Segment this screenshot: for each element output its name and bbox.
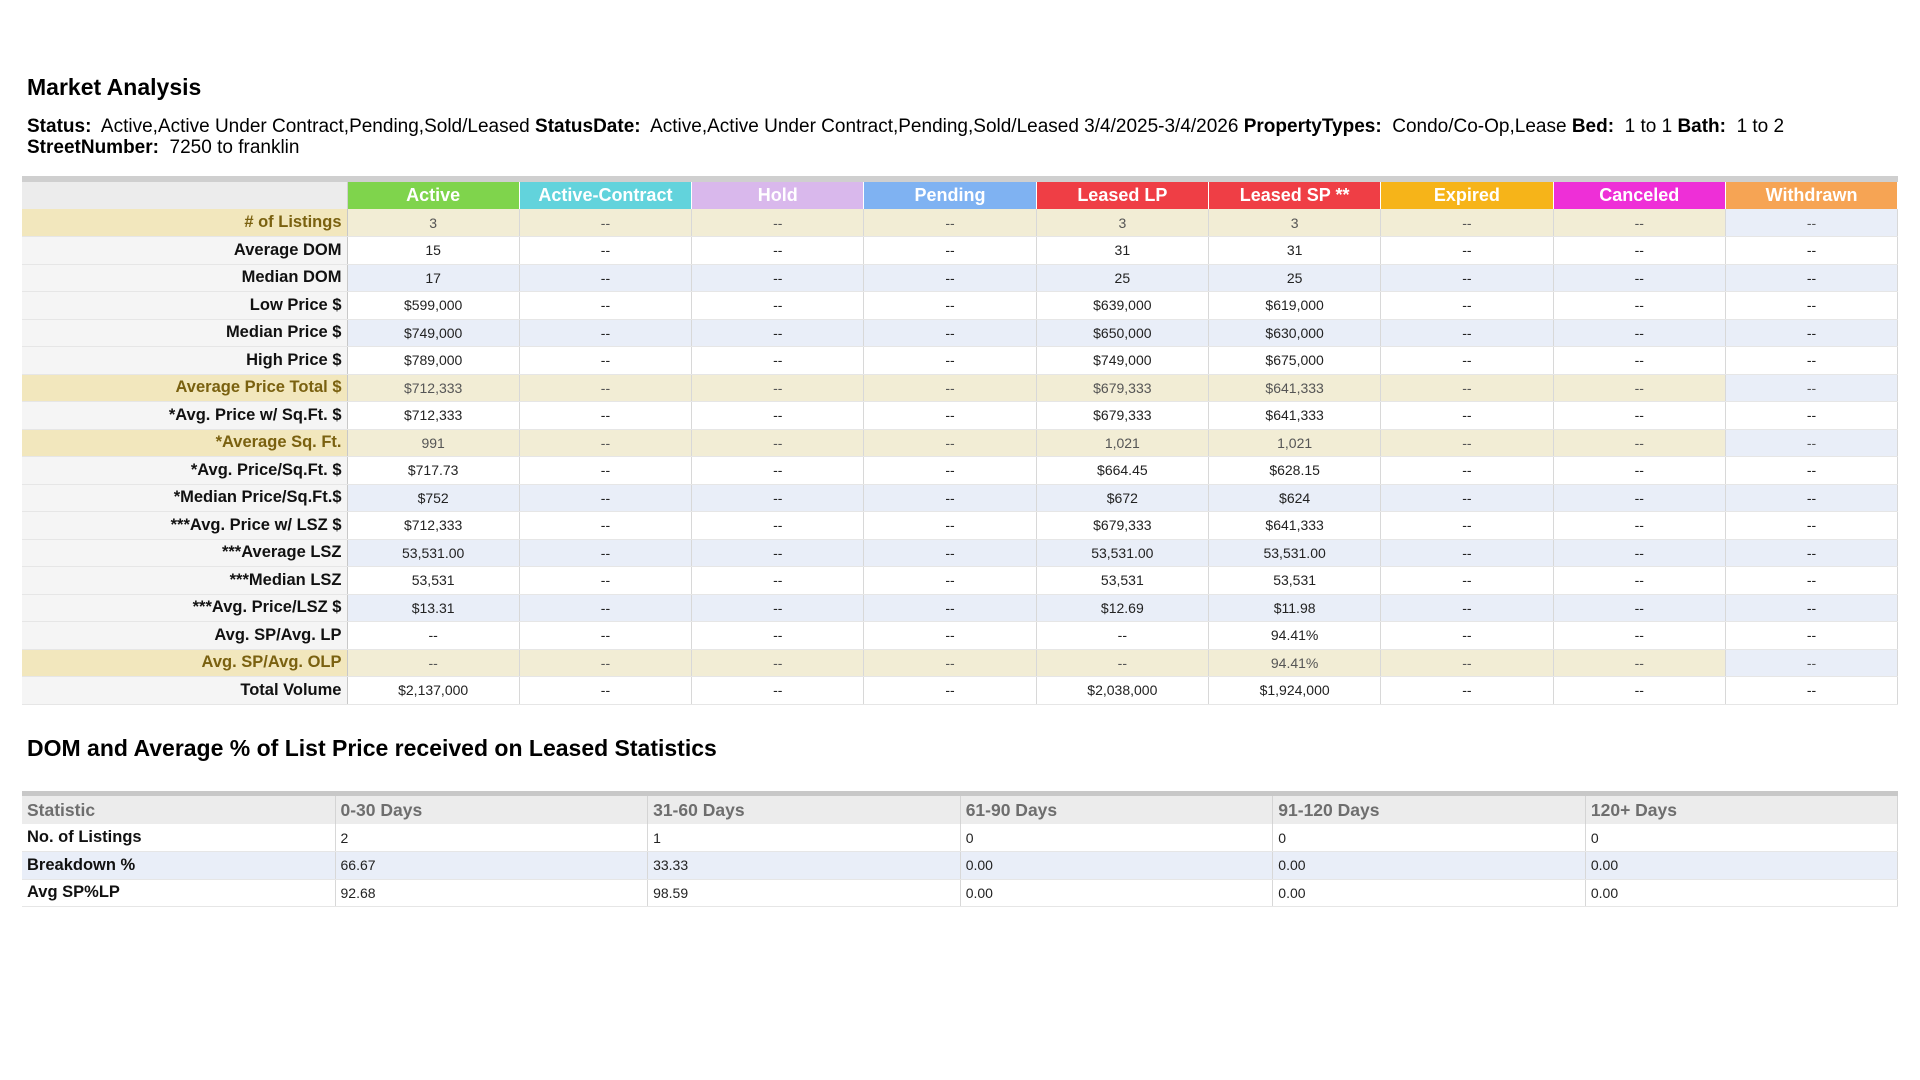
column-header-leased-sp: Leased SP ** [1208, 182, 1380, 209]
dom-row-label: Avg SP%LP [22, 879, 335, 907]
criteria-streetnumber-key: StreetNumber: [27, 137, 159, 158]
table-cell: -- [692, 484, 864, 512]
table-cell: -- [519, 237, 691, 265]
table-cell: -- [1381, 622, 1553, 650]
row-label: # of Listings [22, 209, 347, 237]
dom-table-row [22, 824, 1898, 852]
market-table-header-row [22, 182, 1898, 209]
row-label: Median Price $ [22, 319, 347, 347]
table-cell: $1,924,000 [1208, 677, 1380, 705]
table-cell: -- [1553, 594, 1725, 622]
row-label: ***Avg. Price w/ LSZ $ [22, 512, 347, 540]
table-cell: 53,531 [347, 567, 519, 595]
market-analysis-table [22, 182, 1898, 705]
row-label: Total Volume [22, 677, 347, 705]
table-cell: 17 [347, 264, 519, 292]
table-cell: 53,531.00 [1036, 539, 1208, 567]
table-cell: -- [1381, 319, 1553, 347]
table-cell: 991 [347, 429, 519, 457]
column-header-pending: Pending [864, 182, 1036, 209]
table-cell: 25 [1036, 264, 1208, 292]
table-cell: -- [519, 567, 691, 595]
table-cell: -- [1725, 457, 1897, 485]
table-cell: -- [1381, 539, 1553, 567]
dom-column-header-61-90-days: 61-90 Days [960, 796, 1273, 824]
table-cell: -- [1725, 622, 1897, 650]
table-cell: $639,000 [1036, 292, 1208, 320]
table-cell: -- [1553, 264, 1725, 292]
table-cell: -- [1725, 539, 1897, 567]
dom-table-cell: 2 [335, 824, 648, 852]
table-cell: -- [1725, 429, 1897, 457]
row-label: Avg. SP/Avg. OLP [22, 649, 347, 677]
table-cell: -- [519, 622, 691, 650]
table-cell: $624 [1208, 484, 1380, 512]
table-cell: $789,000 [347, 347, 519, 375]
table-cell: $752 [347, 484, 519, 512]
table-cell: 25 [1208, 264, 1380, 292]
table-cell: -- [864, 402, 1036, 430]
table-cell: -- [519, 677, 691, 705]
column-header-canceled: Canceled [1553, 182, 1725, 209]
table-row [22, 347, 1898, 375]
table-cell: -- [1553, 622, 1725, 650]
criteria-statusdate-key: StatusDate: [535, 116, 641, 137]
table-cell: 15 [347, 237, 519, 265]
table-cell: -- [1381, 237, 1553, 265]
table-cell: -- [692, 292, 864, 320]
table-cell: $712,333 [347, 512, 519, 540]
table-cell: -- [519, 374, 691, 402]
table-cell: 3 [347, 209, 519, 237]
table-cell: 1,021 [1208, 429, 1380, 457]
table-row [22, 237, 1898, 265]
table-cell: -- [864, 292, 1036, 320]
table-cell: -- [1725, 567, 1897, 595]
table-cell: -- [1381, 429, 1553, 457]
dom-column-header-0-30-days: 0-30 Days [335, 796, 648, 824]
table-row [22, 209, 1898, 237]
dom-table-cell: 0 [1273, 824, 1586, 852]
table-cell: -- [1553, 347, 1725, 375]
dom-table-cell: 92.68 [335, 879, 648, 907]
dom-table-wrap [22, 791, 1898, 907]
table-cell: -- [1381, 512, 1553, 540]
table-row [22, 457, 1898, 485]
table-row [22, 539, 1898, 567]
row-label: ***Avg. Price/LSZ $ [22, 594, 347, 622]
table-cell: -- [1381, 402, 1553, 430]
row-label: *Avg. Price w/ Sq.Ft. $ [22, 402, 347, 430]
dom-statistics-table [22, 796, 1898, 907]
table-cell: -- [1725, 512, 1897, 540]
table-cell: -- [692, 209, 864, 237]
table-cell: -- [692, 347, 864, 375]
table-cell: 94.41% [1208, 649, 1380, 677]
criteria-status-value: Active,Active Under Contract,Pending,Sold/Leased [100, 116, 530, 137]
table-cell: -- [1553, 677, 1725, 705]
table-cell: -- [347, 622, 519, 650]
table-cell: -- [1553, 512, 1725, 540]
criteria-streetnumber-value: 7250 to franklin [169, 137, 300, 158]
dom-column-header-31-60-days: 31-60 Days [648, 796, 961, 824]
table-cell: $672 [1036, 484, 1208, 512]
table-cell: -- [1725, 347, 1897, 375]
table-cell: -- [1725, 402, 1897, 430]
table-row [22, 402, 1898, 430]
dom-table-cell: 0.00 [960, 879, 1273, 907]
table-row [22, 319, 1898, 347]
table-cell: -- [692, 622, 864, 650]
table-cell: -- [519, 347, 691, 375]
dom-row-label: Breakdown % [22, 852, 335, 880]
table-cell: $679,333 [1036, 374, 1208, 402]
table-cell: -- [1725, 319, 1897, 347]
table-cell: -- [692, 539, 864, 567]
table-cell: -- [1381, 457, 1553, 485]
table-cell: -- [519, 594, 691, 622]
table-cell: -- [1553, 649, 1725, 677]
column-header-leased-lp: Leased LP [1036, 182, 1208, 209]
table-row [22, 622, 1898, 650]
search-criteria [27, 116, 1895, 158]
table-cell: $650,000 [1036, 319, 1208, 347]
table-cell: -- [864, 622, 1036, 650]
table-cell: 3 [1036, 209, 1208, 237]
table-cell: -- [864, 347, 1036, 375]
table-cell: $641,333 [1208, 374, 1380, 402]
table-cell: -- [864, 319, 1036, 347]
table-cell: $2,038,000 [1036, 677, 1208, 705]
table-cell: -- [1036, 649, 1208, 677]
row-label: High Price $ [22, 347, 347, 375]
table-row [22, 292, 1898, 320]
table-cell: -- [1553, 457, 1725, 485]
table-row [22, 567, 1898, 595]
table-cell: -- [1725, 594, 1897, 622]
row-label: *Avg. Price/Sq.Ft. $ [22, 457, 347, 485]
table-cell: -- [1553, 209, 1725, 237]
criteria-propertytypes-key: PropertyTypes: [1243, 116, 1382, 137]
table-cell: -- [1381, 649, 1553, 677]
table-cell: -- [1725, 677, 1897, 705]
dom-column-header-120-days: 120+ Days [1585, 796, 1898, 824]
criteria-bath-value: 1 to 2 [1736, 116, 1785, 137]
table-cell: -- [864, 594, 1036, 622]
table-cell: $641,333 [1208, 512, 1380, 540]
table-cell: -- [1553, 539, 1725, 567]
table-cell: -- [1381, 292, 1553, 320]
table-cell: -- [1381, 264, 1553, 292]
table-cell: 1,021 [1036, 429, 1208, 457]
column-header-hold: Hold [692, 182, 864, 209]
table-cell: $712,333 [347, 402, 519, 430]
table-row [22, 264, 1898, 292]
table-cell: -- [1725, 292, 1897, 320]
table-cell: $679,333 [1036, 402, 1208, 430]
table-cell: -- [864, 209, 1036, 237]
table-cell: -- [1553, 237, 1725, 265]
table-cell: $2,137,000 [347, 677, 519, 705]
table-cell: -- [519, 429, 691, 457]
table-row [22, 649, 1898, 677]
table-cell: -- [1725, 649, 1897, 677]
table-cell: -- [1381, 677, 1553, 705]
criteria-statusdate-value: Active,Active Under Contract,Pending,Sold/Leased 3/4/2025-3/4/2026 [650, 116, 1239, 137]
table-cell: -- [519, 457, 691, 485]
table-cell: -- [519, 649, 691, 677]
table-cell: $675,000 [1208, 347, 1380, 375]
table-cell: 3 [1208, 209, 1380, 237]
table-cell: -- [1553, 374, 1725, 402]
row-label: *Median Price/Sq.Ft.$ [22, 484, 347, 512]
table-cell: -- [692, 264, 864, 292]
header-corner-cell [22, 182, 347, 209]
criteria-propertytypes-value: Condo/Co-Op,Lease [1392, 116, 1567, 137]
row-label: ***Average LSZ [22, 539, 347, 567]
dom-table-row [22, 852, 1898, 880]
table-cell: -- [1381, 594, 1553, 622]
table-cell: -- [864, 264, 1036, 292]
column-header-expired: Expired [1381, 182, 1553, 209]
criteria-status-key: Status: [27, 116, 92, 137]
table-cell: -- [1725, 484, 1897, 512]
table-cell: -- [519, 264, 691, 292]
table-cell: 53,531.00 [1208, 539, 1380, 567]
table-cell: -- [1725, 209, 1897, 237]
row-label: Median DOM [22, 264, 347, 292]
table-cell: -- [692, 649, 864, 677]
table-cell: $11.98 [1208, 594, 1380, 622]
table-cell: 53,531 [1036, 567, 1208, 595]
dom-table-header-row [22, 796, 1898, 824]
table-cell: -- [864, 539, 1036, 567]
table-cell: -- [1381, 567, 1553, 595]
dom-table-cell: 0.00 [1585, 879, 1898, 907]
table-cell: -- [692, 567, 864, 595]
table-cell: -- [519, 512, 691, 540]
table-cell: -- [1725, 264, 1897, 292]
table-cell: -- [347, 649, 519, 677]
dom-table-cell: 0.00 [1585, 852, 1898, 880]
table-cell: -- [1381, 347, 1553, 375]
table-row [22, 677, 1898, 705]
table-cell: -- [1381, 374, 1553, 402]
table-cell: -- [1553, 292, 1725, 320]
table-cell: $664.45 [1036, 457, 1208, 485]
table-row [22, 484, 1898, 512]
table-cell: 53,531 [1208, 567, 1380, 595]
table-cell: -- [519, 539, 691, 567]
column-header-active-contract: Active-Contract [519, 182, 691, 209]
table-cell: $13.31 [347, 594, 519, 622]
table-cell: -- [692, 677, 864, 705]
row-label: Average DOM [22, 237, 347, 265]
table-cell: -- [864, 484, 1036, 512]
table-cell: 31 [1208, 237, 1380, 265]
table-cell: -- [692, 429, 864, 457]
table-row [22, 429, 1898, 457]
table-row [22, 512, 1898, 540]
table-row [22, 594, 1898, 622]
table-cell: -- [864, 677, 1036, 705]
dom-section-title: DOM and Average % of List Price received on Leased Statistics [27, 735, 717, 761]
table-cell: -- [692, 319, 864, 347]
row-label: ***Median LSZ [22, 567, 347, 595]
table-cell: -- [692, 457, 864, 485]
dom-table-row [22, 879, 1898, 907]
table-cell: -- [864, 649, 1036, 677]
row-label: *Average Sq. Ft. [22, 429, 347, 457]
table-cell: -- [519, 484, 691, 512]
table-cell: 94.41% [1208, 622, 1380, 650]
table-cell: -- [864, 429, 1036, 457]
table-cell: $679,333 [1036, 512, 1208, 540]
table-cell: -- [519, 209, 691, 237]
table-cell: -- [692, 512, 864, 540]
table-cell: -- [692, 237, 864, 265]
dom-table-cell: 0 [1585, 824, 1898, 852]
row-label: Average Price Total $ [22, 374, 347, 402]
dom-table-cell: 0 [960, 824, 1273, 852]
row-label: Avg. SP/Avg. LP [22, 622, 347, 650]
table-cell: 31 [1036, 237, 1208, 265]
page-title: Market Analysis [27, 74, 202, 100]
table-cell: -- [864, 457, 1036, 485]
table-cell: -- [1725, 374, 1897, 402]
table-cell: 53,531.00 [347, 539, 519, 567]
table-cell: -- [1553, 319, 1725, 347]
table-cell: -- [1381, 484, 1553, 512]
table-cell: $717.73 [347, 457, 519, 485]
table-cell: $630,000 [1208, 319, 1380, 347]
table-cell: -- [692, 594, 864, 622]
dom-row-label: No. of Listings [22, 824, 335, 852]
table-cell: -- [519, 292, 691, 320]
table-cell: -- [692, 402, 864, 430]
market-analysis-table-wrap [22, 176, 1898, 705]
table-cell: -- [864, 237, 1036, 265]
criteria-bath-key: Bath: [1677, 116, 1726, 137]
criteria-bed-value: 1 to 1 [1624, 116, 1673, 137]
table-cell: -- [1381, 209, 1553, 237]
table-cell: -- [1036, 622, 1208, 650]
dom-table-cell: 1 [648, 824, 961, 852]
dom-table-cell: 98.59 [648, 879, 961, 907]
table-cell: -- [692, 374, 864, 402]
row-label: Low Price $ [22, 292, 347, 320]
criteria-bed-key: Bed: [1571, 116, 1615, 137]
table-cell: $599,000 [347, 292, 519, 320]
dom-table-cell: 66.67 [335, 852, 648, 880]
dom-table-cell: 0.00 [1273, 879, 1586, 907]
table-cell: $619,000 [1208, 292, 1380, 320]
table-cell: $749,000 [347, 319, 519, 347]
column-header-active: Active [347, 182, 519, 209]
table-cell: -- [864, 567, 1036, 595]
table-row [22, 374, 1898, 402]
table-cell: -- [864, 374, 1036, 402]
table-cell: $749,000 [1036, 347, 1208, 375]
dom-table-cell: 0.00 [960, 852, 1273, 880]
table-cell: $641,333 [1208, 402, 1380, 430]
table-cell: -- [519, 319, 691, 347]
dom-table-cell: 0.00 [1273, 852, 1586, 880]
table-cell: -- [1553, 567, 1725, 595]
dom-column-header-91-120-days: 91-120 Days [1273, 796, 1586, 824]
column-header-withdrawn: Withdrawn [1725, 182, 1897, 209]
table-cell: -- [1725, 237, 1897, 265]
dom-table-cell: 33.33 [648, 852, 961, 880]
table-cell: -- [1553, 484, 1725, 512]
table-cell: -- [1553, 429, 1725, 457]
table-cell: $712,333 [347, 374, 519, 402]
table-cell: $12.69 [1036, 594, 1208, 622]
table-cell: $628.15 [1208, 457, 1380, 485]
dom-column-header-statistic: Statistic [22, 796, 335, 824]
table-cell: -- [519, 402, 691, 430]
table-cell: -- [864, 512, 1036, 540]
table-cell: -- [1553, 402, 1725, 430]
